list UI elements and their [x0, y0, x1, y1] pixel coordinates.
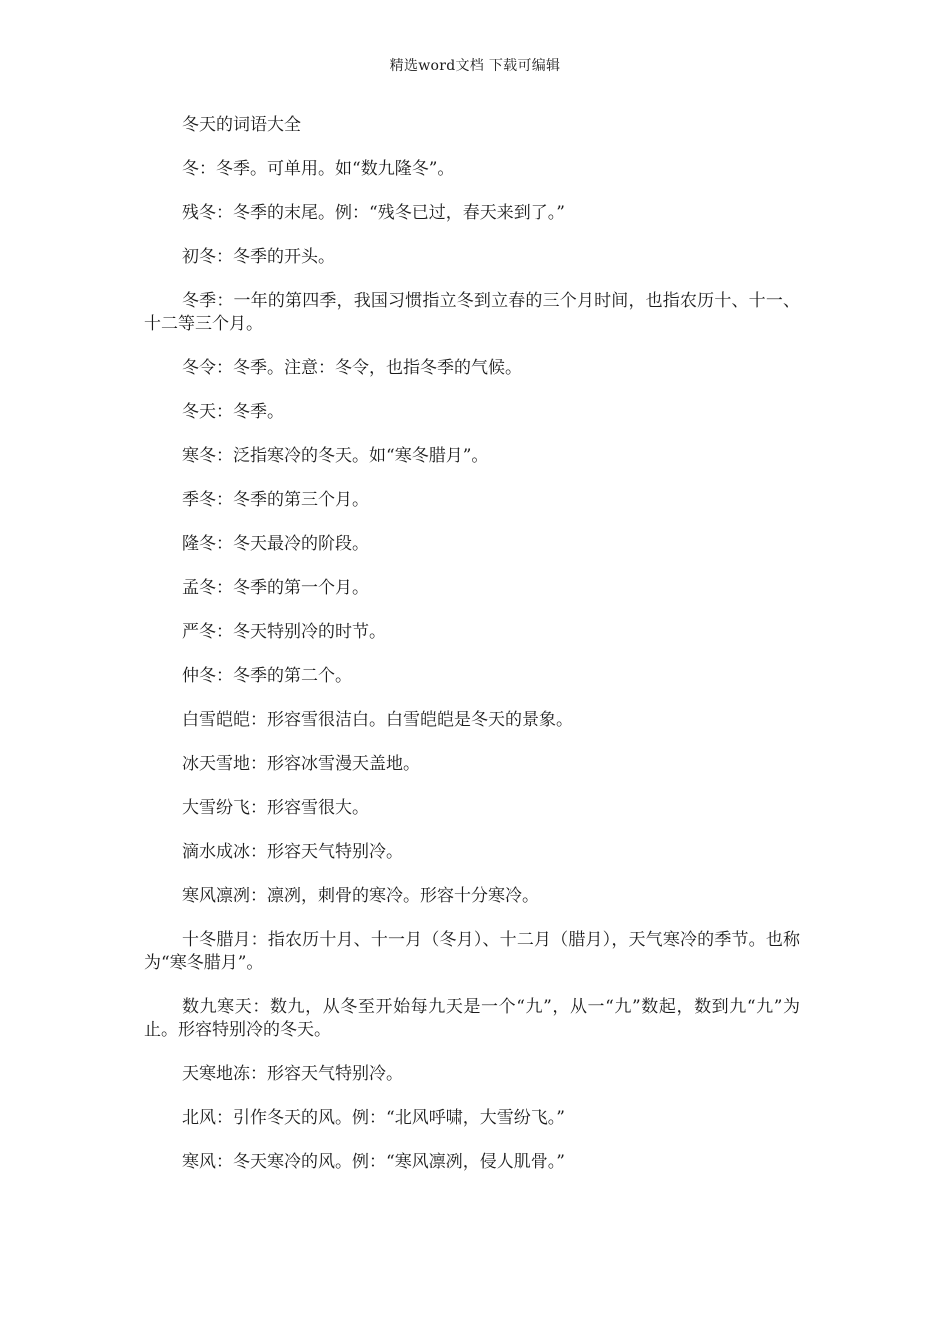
document-title: 冬天的词语大全	[182, 115, 301, 135]
entry-shidonglayue: 十冬腊月：指农历十月、十一月（冬月）、十二月（腊月），天气寒冷的季节。也称为“寒冬腊月”。	[144, 930, 800, 973]
entry-bingtianxuedi: 冰天雪地：形容冰雪漫天盖地。	[182, 754, 420, 774]
entry-longdong: 隆冬：冬天最冷的阶段。	[182, 534, 369, 554]
entry-baixueaiai: 白雪皑皑：形容雪很洁白。白雪皑皑是冬天的景象。	[182, 710, 573, 730]
entry-handong: 寒冬：泛指寒冷的冬天。如“寒冬腊月”。	[182, 446, 489, 466]
entry-dong: 冬：冬季。可单用。如“数九隆冬”。	[182, 159, 455, 179]
entry-dongtian: 冬天：冬季。	[182, 402, 284, 422]
entry-candong: 残冬：冬季的末尾。例：“残冬已过，春天来到了。”	[182, 203, 565, 223]
entry-jidong: 季冬：冬季的第三个月。	[182, 490, 369, 510]
entry-daxuefenfei: 大雪纷飞：形容雪很大。	[182, 798, 369, 818]
entry-dishuichengbing: 滴水成冰：形容天气特别冷。	[182, 842, 403, 862]
entry-yandong: 严冬：冬天特别冷的时节。	[182, 622, 386, 642]
entry-tianhandidong: 天寒地冻：形容天气特别冷。	[182, 1064, 403, 1084]
page-header: 精选word文档 下载可编辑	[389, 58, 561, 74]
entry-beifeng: 北风：引作冬天的风。例：“北风呼啸，大雪纷飞。”	[182, 1108, 565, 1128]
entry-mengdong: 孟冬：冬季的第一个月。	[182, 578, 369, 598]
entry-dongling: 冬令：冬季。注意：冬令，也指冬季的气候。	[182, 358, 522, 378]
entry-shujiuhantian: 数九寒天：数九，从冬至开始每九天是一个“九”，从一“九”数起，数到九“九”为止。形容特别冷的冬天。	[144, 997, 800, 1040]
entry-chudong: 初冬：冬季的开头。	[182, 247, 335, 267]
entry-dongji: 冬季：一年的第四季，我国习惯指立冬到立春的三个月时间，也指农历十、十一、十二等三个月。	[144, 291, 800, 334]
entry-hanfenglinlie: 寒风凛冽：凛冽，刺骨的寒冷。形容十分寒冷。	[182, 886, 539, 906]
document-body	[144, 114, 800, 1174]
entry-hanfeng: 寒风：冬天寒冷的风。例：“寒风凛冽，侵人肌骨。”	[182, 1152, 565, 1172]
entry-zhongdong: 仲冬：冬季的第二个。	[182, 666, 352, 686]
